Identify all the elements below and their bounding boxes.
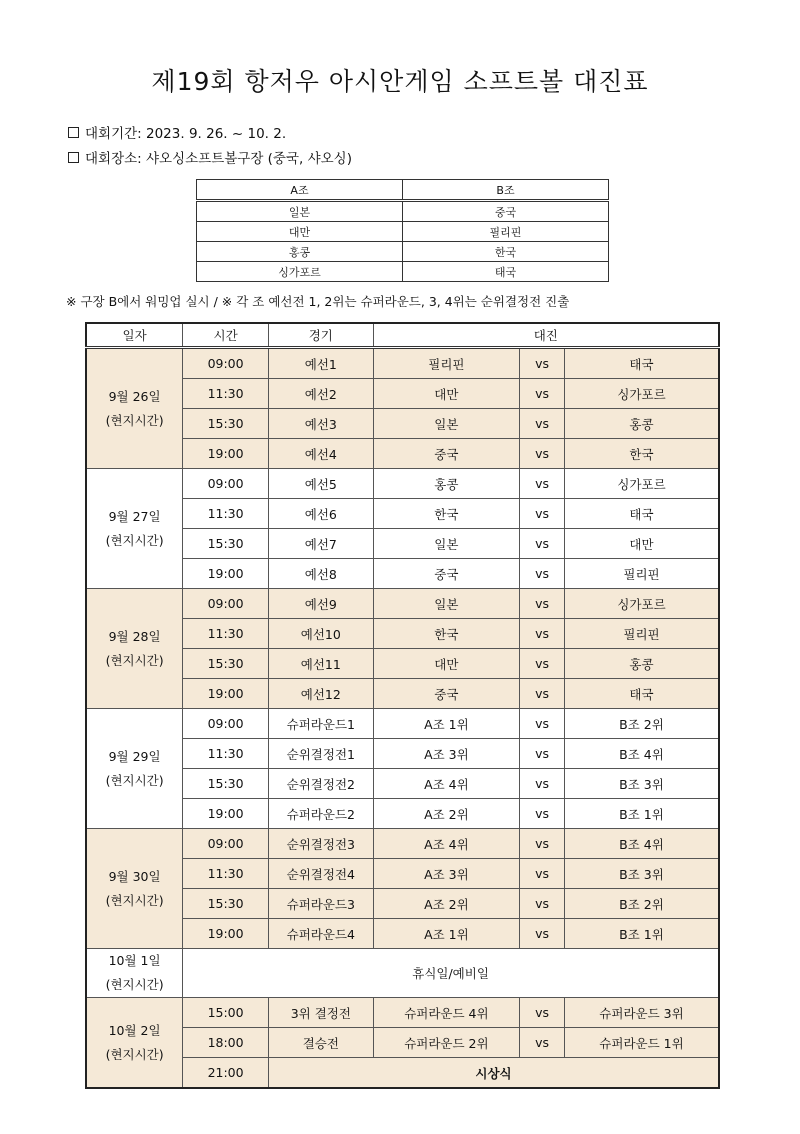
home-team-cell: 한국 (373, 499, 519, 529)
group-b-team: 한국 (403, 242, 609, 262)
away-team-cell: 필리핀 (565, 559, 720, 589)
date-label: 9월 28일 (108, 628, 161, 644)
vs-cell: vs (520, 739, 565, 769)
vs-cell: vs (520, 589, 565, 619)
page-title: 제19회 항저우 아시안게임 소프트볼 대진표 (151, 67, 649, 96)
header-game: 경기 (268, 323, 373, 348)
date-cell (86, 469, 183, 589)
home-team-cell: 중국 (373, 679, 519, 709)
timezone-label: (현지시간) (105, 772, 164, 788)
vs-cell: vs (520, 799, 565, 829)
vs-cell: vs (520, 998, 565, 1028)
game-cell: 예선9 (268, 589, 373, 619)
period-line (68, 122, 286, 142)
header-time: 시간 (183, 323, 269, 348)
venue-line (68, 147, 352, 167)
away-team-cell: 슈퍼라운드 3위 (565, 998, 720, 1028)
time-cell: 09:00 (183, 589, 269, 619)
time-cell: 09:00 (183, 348, 269, 379)
table-row (86, 998, 719, 1028)
time-cell: 15:30 (183, 529, 269, 559)
away-team-cell: B조 3위 (565, 769, 720, 799)
home-team-cell: 대만 (373, 649, 519, 679)
game-cell: 순위결정전4 (268, 859, 373, 889)
vs-cell: vs (520, 1028, 565, 1058)
table-row (86, 348, 719, 379)
table-row (86, 949, 719, 998)
home-team-cell: A조 3위 (373, 739, 519, 769)
away-team-cell: 슈퍼라운드 1위 (565, 1028, 720, 1058)
away-team-cell: B조 2위 (565, 709, 720, 739)
game-cell: 결승전 (268, 1028, 373, 1058)
venue-text: 대회장소: 샤오싱소프트볼구장 (중국, 샤오싱) (85, 151, 352, 167)
game-cell: 슈퍼라운드1 (268, 709, 373, 739)
vs-cell: vs (520, 919, 565, 949)
checkbox-icon (68, 127, 79, 138)
date-label: 10월 1일 (108, 953, 161, 968)
home-team-cell: 한국 (373, 619, 519, 649)
game-cell: 예선8 (268, 559, 373, 589)
date-cell (86, 829, 183, 949)
home-team-cell: 중국 (373, 439, 519, 469)
away-team-cell: 싱가포르 (565, 379, 720, 409)
time-cell: 09:00 (183, 829, 269, 859)
vs-cell: vs (520, 559, 565, 589)
date-cell (86, 589, 183, 709)
date-label: 9월 29일 (108, 748, 161, 764)
checkbox-icon (68, 152, 79, 163)
vs-cell: vs (520, 379, 565, 409)
time-cell: 15:30 (183, 649, 269, 679)
period-text: 대회기간: 2023. 9. 26. ~ 10. 2. (85, 126, 287, 142)
game-cell: 예선5 (268, 469, 373, 499)
game-cell: 예선2 (268, 379, 373, 409)
rest-day-cell: 휴식일/예비일 (183, 949, 719, 998)
time-cell: 09:00 (183, 469, 269, 499)
home-team-cell: A조 1위 (373, 709, 519, 739)
game-cell: 예선4 (268, 439, 373, 469)
game-cell: 예선12 (268, 679, 373, 709)
away-team-cell: 싱가포르 (565, 469, 720, 499)
ceremony-cell: 시상식 (268, 1058, 719, 1089)
time-cell: 18:00 (183, 1028, 269, 1058)
note-text: ※ 구장 B에서 워밍업 실시 / ※ 각 조 예선전 1, 2위는 슈퍼라운드, 3, 4위는 순위결정전 진출 (66, 294, 570, 309)
date-label: 9월 30일 (108, 868, 161, 884)
date-cell (86, 709, 183, 829)
time-cell: 11:30 (183, 739, 269, 769)
vs-cell: vs (520, 679, 565, 709)
group-a-header: A조 (197, 180, 403, 201)
timezone-label: (현지시간) (105, 977, 164, 992)
table-row (86, 589, 719, 619)
game-cell: 슈퍼라운드4 (268, 919, 373, 949)
time-cell: 15:30 (183, 769, 269, 799)
group-a-team: 일본 (197, 201, 403, 222)
timezone-label: (현지시간) (105, 1046, 164, 1062)
game-cell: 예선10 (268, 619, 373, 649)
group-a-team: 대만 (197, 222, 403, 242)
vs-cell: vs (520, 499, 565, 529)
time-cell: 19:00 (183, 559, 269, 589)
game-cell: 예선11 (268, 649, 373, 679)
home-team-cell: 슈퍼라운드 4위 (373, 998, 519, 1028)
timezone-label: (현지시간) (105, 652, 164, 668)
vs-cell: vs (520, 649, 565, 679)
away-team-cell: B조 4위 (565, 829, 720, 859)
vs-cell: vs (520, 859, 565, 889)
vs-cell: vs (520, 529, 565, 559)
game-cell: 3위 결정전 (268, 998, 373, 1028)
timezone-label: (현지시간) (105, 892, 164, 908)
date-cell (86, 348, 183, 469)
home-team-cell: A조 2위 (373, 889, 519, 919)
game-cell: 슈퍼라운드2 (268, 799, 373, 829)
table-row (86, 709, 719, 739)
table-row (86, 829, 719, 859)
date-label: 9월 26일 (108, 388, 161, 404)
home-team-cell: 일본 (373, 409, 519, 439)
vs-cell: vs (520, 439, 565, 469)
timezone-label: (현지시간) (105, 412, 164, 428)
date-cell (86, 949, 183, 998)
group-b-team: 필리핀 (403, 222, 609, 242)
schedule-table (85, 322, 720, 1089)
game-cell: 순위결정전1 (268, 739, 373, 769)
game-cell: 예선6 (268, 499, 373, 529)
time-cell: 15:30 (183, 409, 269, 439)
home-team-cell: A조 2위 (373, 799, 519, 829)
time-cell: 11:30 (183, 499, 269, 529)
time-cell: 15:00 (183, 998, 269, 1028)
time-cell: 19:00 (183, 919, 269, 949)
group-a-team: 홍콩 (197, 242, 403, 262)
time-cell: 21:00 (183, 1058, 269, 1089)
game-cell: 슈퍼라운드3 (268, 889, 373, 919)
away-team-cell: 홍콩 (565, 409, 720, 439)
home-team-cell: A조 3위 (373, 859, 519, 889)
groups-table (196, 179, 609, 282)
home-team-cell: A조 4위 (373, 769, 519, 799)
away-team-cell: B조 4위 (565, 739, 720, 769)
home-team-cell: 슈퍼라운드 2위 (373, 1028, 519, 1058)
away-team-cell: 태국 (565, 499, 720, 529)
time-cell: 19:00 (183, 799, 269, 829)
home-team-cell: 대만 (373, 379, 519, 409)
home-team-cell: A조 1위 (373, 919, 519, 949)
game-cell: 예선1 (268, 348, 373, 379)
away-team-cell: B조 1위 (565, 799, 720, 829)
vs-cell: vs (520, 409, 565, 439)
group-a-team: 싱가포르 (197, 262, 403, 282)
time-cell: 19:00 (183, 679, 269, 709)
time-cell: 11:30 (183, 379, 269, 409)
away-team-cell: 싱가포르 (565, 589, 720, 619)
away-team-cell: 필리핀 (565, 619, 720, 649)
away-team-cell: 태국 (565, 348, 720, 379)
away-team-cell: 대만 (565, 529, 720, 559)
group-b-team: 중국 (403, 201, 609, 222)
date-cell (86, 998, 183, 1089)
vs-cell: vs (520, 889, 565, 919)
away-team-cell: 홍콩 (565, 649, 720, 679)
header-matchup: 대진 (373, 323, 719, 348)
vs-cell: vs (520, 619, 565, 649)
time-cell: 09:00 (183, 709, 269, 739)
away-team-cell: 한국 (565, 439, 720, 469)
home-team-cell: 중국 (373, 559, 519, 589)
vs-cell: vs (520, 769, 565, 799)
time-cell: 11:30 (183, 859, 269, 889)
vs-cell: vs (520, 829, 565, 859)
group-b-header: B조 (403, 180, 609, 201)
header-date: 일자 (86, 323, 183, 348)
vs-cell: vs (520, 348, 565, 379)
home-team-cell: 일본 (373, 529, 519, 559)
timezone-label: (현지시간) (105, 532, 164, 548)
date-label: 9월 27일 (108, 508, 161, 524)
game-cell: 예선3 (268, 409, 373, 439)
home-team-cell: A조 4위 (373, 829, 519, 859)
table-row (86, 469, 719, 499)
date-label: 10월 2일 (108, 1022, 161, 1038)
group-b-team: 태국 (403, 262, 609, 282)
vs-cell: vs (520, 709, 565, 739)
home-team-cell: 필리핀 (373, 348, 519, 379)
game-cell: 예선7 (268, 529, 373, 559)
time-cell: 19:00 (183, 439, 269, 469)
away-team-cell: B조 3위 (565, 859, 720, 889)
away-team-cell: B조 1위 (565, 919, 720, 949)
time-cell: 11:30 (183, 619, 269, 649)
home-team-cell: 일본 (373, 589, 519, 619)
home-team-cell: 홍콩 (373, 469, 519, 499)
away-team-cell: B조 2위 (565, 889, 720, 919)
game-cell: 순위결정전2 (268, 769, 373, 799)
game-cell: 순위결정전3 (268, 829, 373, 859)
away-team-cell: 태국 (565, 679, 720, 709)
time-cell: 15:30 (183, 889, 269, 919)
vs-cell: vs (520, 469, 565, 499)
